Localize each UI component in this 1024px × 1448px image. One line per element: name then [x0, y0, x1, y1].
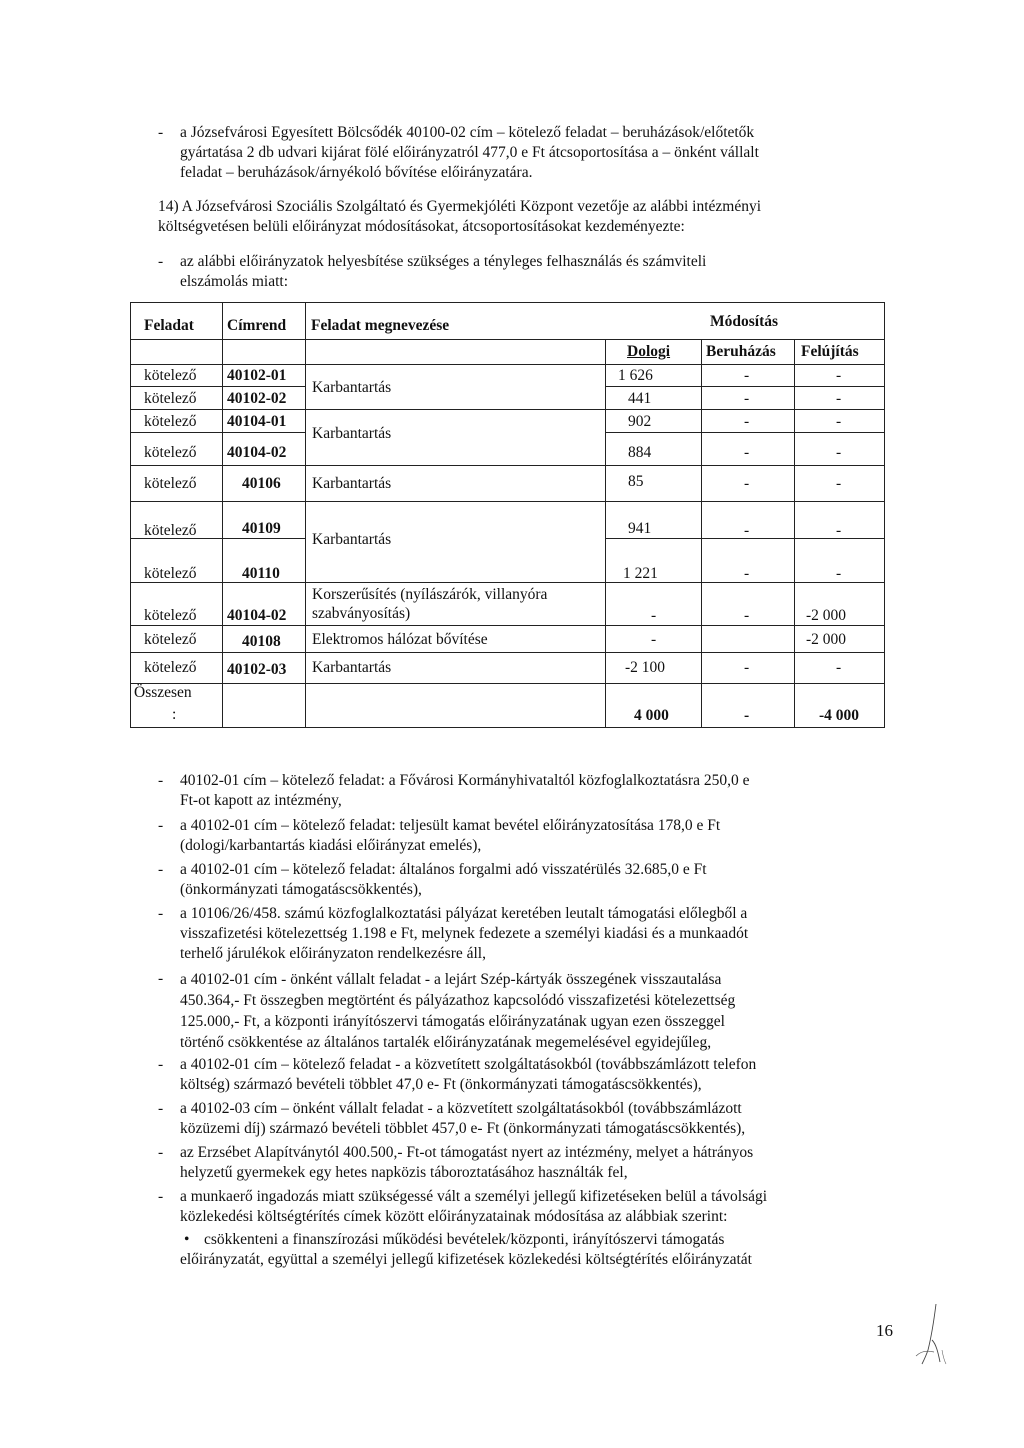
cell-dologi: 85 [628, 473, 644, 490]
cell-felujitas: - [836, 475, 842, 492]
cell-megnevezes: Elektromos hálózat bővítése [312, 631, 488, 648]
cell-feladat: kötelező [144, 367, 197, 384]
list-item-line: (dologi/karbantartás kiadási előirányzat emelés), [180, 837, 482, 854]
note-dash: - [158, 253, 164, 270]
header-beruhazas: Beruházás [706, 343, 776, 360]
total-label-line1: Összesen [134, 684, 192, 701]
cell-feladat: kötelező [144, 390, 197, 407]
cell-cimrend: 40102-03 [227, 661, 287, 678]
list-item-line: 125.000,- Ft, a központi irányítószervi támogatás előirányzatának ugyan ezen összeggel [180, 1013, 725, 1030]
sub-bullet-item [180, 1230, 898, 1270]
list-item [180, 1187, 898, 1227]
item-dash: - [158, 861, 164, 878]
note-line: az alábbi előirányzatok helyesbítése szükséges a tényleges felhasználás és számviteli [180, 253, 707, 270]
cell-beruhazas: - [744, 659, 750, 676]
cell-megnevezes: Karbantartás [312, 475, 392, 492]
list-item-line: a 40102-01 cím – kötelező feladat: általános forgalmi adó visszatérülés 32.685,0 e Ft [180, 861, 707, 878]
cell-felujitas: - [836, 413, 842, 430]
list-item [180, 904, 898, 964]
cell-beruhazas: - [744, 390, 750, 407]
cell-felujitas: -2 000 [806, 607, 847, 624]
total-felujitas: -4 000 [819, 707, 860, 724]
header-felujitas: Felújítás [801, 343, 859, 360]
cell-dologi: 941 [628, 520, 652, 537]
cell-beruhazas: - [744, 607, 750, 624]
cell-dologi: 1 221 [623, 565, 658, 582]
signature-initials [910, 1300, 950, 1370]
intro-line: gyártatása 2 db udvari kijárat fölé előirányzatról 477,0 e Ft átcsoportosítása a – önként vállalt [180, 144, 759, 161]
list-item [180, 1055, 898, 1095]
cell-cimrend: 40104-02 [227, 444, 287, 461]
item-dash: - [158, 1056, 164, 1073]
cell-megnevezes-line2: szabványosítás) [312, 605, 411, 622]
list-item-line: az Erzsébet Alapítványtól 400.500,- Ft-ot támogatást nyert az intézmény, melyet a hátrányos [180, 1144, 754, 1161]
cell-beruhazas: - [744, 367, 750, 384]
header-modositas: Módosítás [710, 313, 779, 330]
list-item-line: a 40102-01 cím – kötelező feladat: teljesült kamat bevétel előirányzatosítása 178,0 e Ft [180, 817, 721, 834]
cell-feladat: kötelező [144, 659, 197, 676]
list-item-line: (önkormányzati támogatáscsökkentés), [180, 881, 422, 898]
cell-cimrend: 40109 [242, 520, 281, 537]
cell-cimrend: 40102-01 [227, 367, 287, 384]
cell-dologi: - [651, 607, 657, 624]
list-item [180, 1143, 898, 1183]
cell-cimrend: 40110 [242, 565, 280, 582]
total-label-line2: : [172, 706, 177, 723]
sub-bullet-icon: • [184, 1231, 190, 1248]
item-dash: - [158, 817, 164, 834]
section-14-line: 14) A Józsefvárosi Szociális Szolgáltató és Gyermekjóléti Központ vezetője az alábbi intézményi [158, 198, 762, 215]
cell-megnevezes-line1: Korszerűsítés (nyílászárók, villanyóra [312, 586, 548, 603]
list-item-line: a 40102-01 cím – kötelező feladat - a közvetített szolgáltatásokból (továbbszámlázott telefon [180, 1056, 757, 1073]
header-dologi: Dologi [627, 343, 671, 360]
cell-beruhazas: - [744, 444, 750, 461]
cell-cimrend: 40102-02 [227, 390, 287, 407]
cell-felujitas: - [836, 444, 842, 461]
cell-megnevezes-merged: Karbantartás [312, 379, 392, 396]
list-item-line: 450.364,- Ft összegben megtörtént és pályázathoz kapcsolódó visszafizetési kötelezettség [180, 992, 736, 1009]
total-dologi: 4 000 [634, 707, 669, 724]
list-item-line: helyzetű gyermekek egy hetes napközis táboroztatásához használták fel, [180, 1164, 628, 1181]
note-paragraph [180, 252, 898, 292]
cell-beruhazas: - [744, 475, 750, 492]
item-dash: - [158, 1144, 164, 1161]
header-megnevezes: Feladat megnevezése [311, 317, 450, 334]
list-item-line: közüzemi díj) származó bevételi többlet 457,0 e- Ft (önkormányzati támogatáscsökkentés), [180, 1120, 746, 1137]
section-14-line: költségvetésen belüli előirányzat módosításokat, átcsoportosításokat kezdeményezte: [158, 218, 685, 235]
list-item [180, 1099, 898, 1139]
sub-bullet-line: előirányzatát, együttal a személyi jellegű kifizetések közlekedési költségtérítés előirányzatát [180, 1251, 752, 1268]
cell-feladat: kötelező [144, 607, 197, 624]
cell-felujitas: - [836, 367, 842, 384]
cell-feladat: kötelező [144, 565, 197, 582]
note-line: elszámolás miatt: [180, 273, 289, 290]
item-dash: - [158, 905, 164, 922]
intro-dash: - [158, 124, 164, 141]
list-item [180, 969, 898, 1053]
header-feladat: Feladat [144, 317, 194, 334]
cell-felujitas: - [836, 659, 842, 676]
list-item-line: közlekedési költségtérítés címek között előirányzatainak módosítása az alábbiak szerint: [180, 1208, 728, 1225]
cell-beruhazas: - [744, 413, 750, 430]
list-item [180, 860, 898, 900]
sub-bullet-line: csökkenteni a finanszírozási működési bevételek/központi, irányítószervi támogatás [204, 1231, 725, 1248]
cell-dologi: 902 [628, 413, 652, 430]
cell-felujitas: - [836, 565, 842, 582]
item-dash: - [158, 1188, 164, 1205]
list-item-line: visszafizetési kötelezettség 1.198 e Ft, melynek fedezete a személyi kiadási és a munkaadót [180, 925, 749, 942]
page-number: 16 [876, 1321, 893, 1340]
item-dash: - [158, 1100, 164, 1117]
cell-felujitas: - [836, 522, 842, 539]
cell-cimrend: 40104-01 [227, 413, 287, 430]
list-item-line: történő csökkentése az általános tartalék előirányzatának megemelésével egyidejűleg, [180, 1034, 712, 1051]
list-item-line: a 40102-01 cím - önként vállalt feladat - a lejárt Szép-kártyák összegének visszautalása [180, 971, 722, 988]
list-item-line: Ft-ot kapott az intézmény, [180, 792, 342, 809]
cell-cimrend: 40108 [242, 633, 281, 650]
intro-line: a Józsefvárosi Egyesített Bölcsődék 40100-02 cím – kötelező feladat – beruházások/előtetők [180, 124, 755, 141]
list-item-line: költség) származó bevételi többlet 47,0 e- Ft (önkormányzati támogatáscsökkentés), [180, 1076, 702, 1093]
cell-megnevezes-merged: Karbantartás [312, 425, 392, 442]
total-beruhazas: - [744, 707, 750, 724]
modification-table [130, 302, 885, 727]
list-item-line: 40102-01 cím – kötelező feladat: a Fővárosi Kormányhivataltól közfoglalkoztatásra 250,0 e [180, 772, 750, 789]
list-item [180, 771, 898, 811]
cell-dologi: 1 626 [618, 367, 653, 384]
cell-dologi: 441 [628, 390, 652, 407]
list-item-line: a 10106/26/458. számú közfoglalkoztatási pályázat keretében leutalt támogatási előlegből a [180, 905, 748, 922]
item-dash: - [158, 772, 164, 789]
list-item-line: a munkaerő ingadozás miatt szükségessé vált a személyi jellegű kifizetéseken belül a távolsági [180, 1188, 768, 1205]
cell-megnevezes: Karbantartás [312, 659, 392, 676]
section-14-paragraph [158, 197, 898, 237]
cell-felujitas: - [836, 390, 842, 407]
list-item-line: a 40102-03 cím – önként vállalt feladat - a közvetített szolgáltatásokból (továbbszámlázott [180, 1100, 742, 1117]
list-item [180, 816, 898, 856]
cell-feladat: kötelező [144, 631, 197, 648]
cell-dologi: 884 [628, 444, 652, 461]
cell-feladat: kötelező [144, 475, 197, 492]
cell-feladat: kötelező [144, 522, 197, 539]
intro-line: feladat – beruházások/árnyékoló bővítése előirányzatára. [180, 164, 533, 181]
list-item-line: terhelő járulékok előirányzaton rendelkezésre áll, [180, 945, 486, 962]
intro-paragraph [180, 123, 898, 183]
cell-feladat: kötelező [144, 413, 197, 430]
cell-megnevezes-merged: Karbantartás [312, 531, 392, 548]
cell-dologi: -2 100 [625, 659, 666, 676]
item-dash: - [158, 970, 164, 987]
cell-dologi: - [651, 631, 657, 648]
cell-beruhazas: - [744, 565, 750, 582]
cell-felujitas: -2 000 [806, 631, 847, 648]
cell-cimrend: 40104-02 [227, 607, 287, 624]
cell-feladat: kötelező [144, 444, 197, 461]
cell-beruhazas: - [744, 522, 750, 539]
cell-cimrend: 40106 [242, 475, 281, 492]
header-cimrend: Címrend [227, 317, 287, 334]
